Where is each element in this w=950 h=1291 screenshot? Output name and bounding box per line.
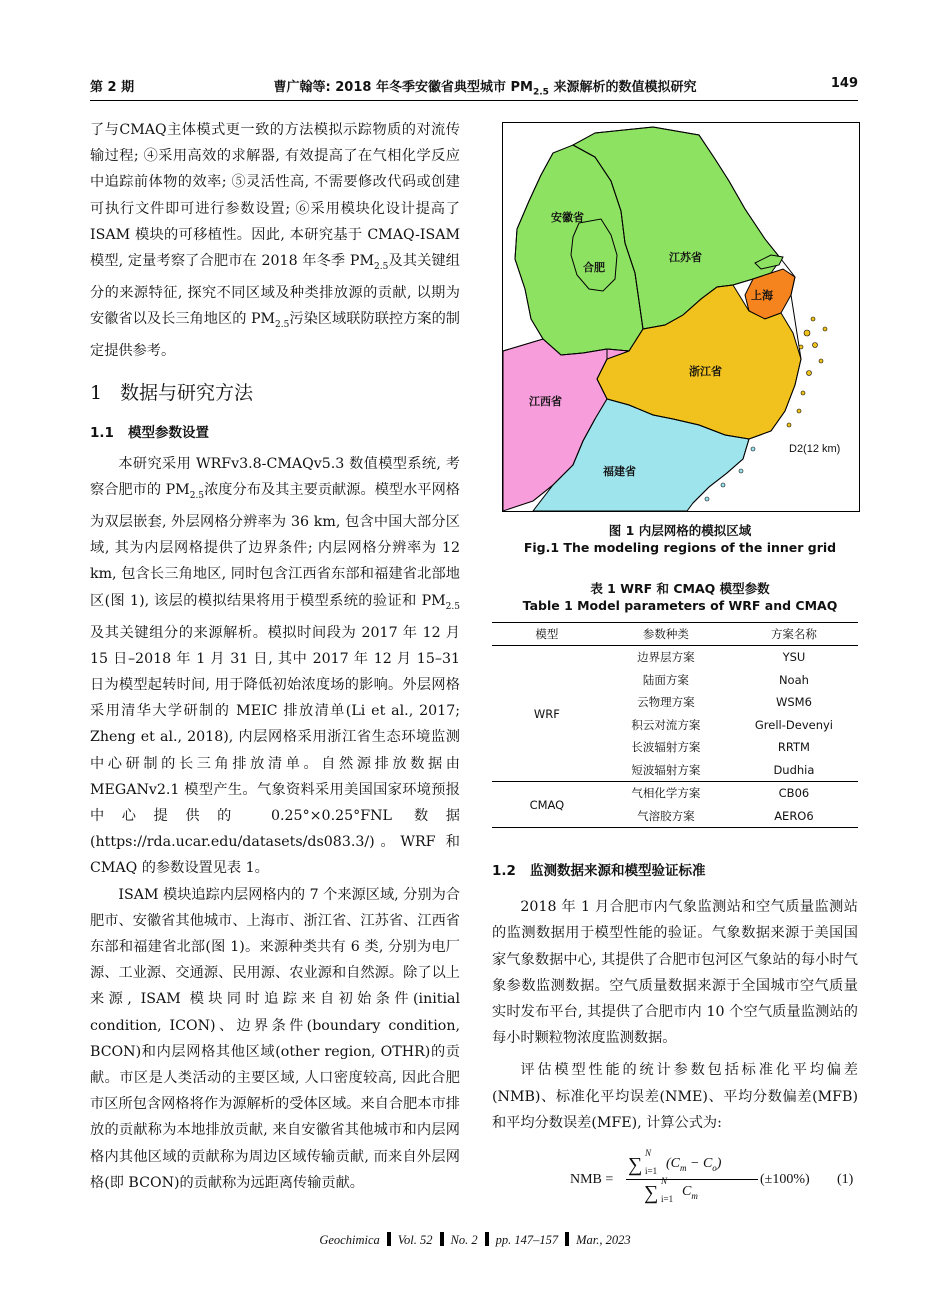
table-cell: CB06	[778, 786, 810, 801]
table-cell: YSU	[782, 650, 806, 665]
section-1-title: 数据与研究方法	[120, 382, 254, 405]
running-title	[250, 76, 720, 98]
table-1-caption-en: Table 1 Model parameters of WRF and CMAQ	[522, 598, 838, 613]
table-cell: 气溶胶方案	[602, 805, 730, 828]
evaluation-paragraph: 评估模型性能的统计参数包括标准化平均偏差(NMB)、标准化平均误差(NME)、平均分数偏差(MFB)和平均分数误差(MFE), 计算公式为:	[492, 1062, 858, 1131]
num-mid: − C	[686, 1156, 713, 1171]
table-cell: 陆面方案	[642, 672, 689, 687]
footer-separator	[485, 1232, 489, 1246]
model-wrf: WRF	[492, 646, 602, 782]
num-sub-m: m	[680, 1162, 687, 1173]
denominator	[682, 1184, 698, 1201]
table-cell: Grell-Devenyi	[754, 717, 833, 732]
right-column	[492, 852, 858, 1136]
label-jiangsu: 江苏省	[669, 251, 702, 264]
header-rule	[90, 100, 858, 101]
col-header-scheme: 方案名称	[730, 623, 858, 646]
footer-separator	[565, 1232, 569, 1246]
label-anhui: 安徽省	[551, 211, 584, 224]
running-title-sub: 2.5	[532, 87, 549, 98]
intro-paragraph	[90, 117, 460, 364]
p1-sub-1: 2.5	[189, 490, 205, 501]
p1-text-b: 浓度分布及其主要贡献源。模型水平网格为双层嵌套, 外层网格分辨率为 36 km, 包含中国大部分区域, 其为内层网格提供了边界条件; 内层网格分辨率为 12 km, 包含长三角地区, 同时包含江西省东部和福建省北部地区(图 1), 该层的模拟结果将用于模型系统的验证和 PM	[90, 481, 460, 609]
running-header	[90, 76, 858, 98]
model-cmaq: CMAQ	[492, 782, 602, 828]
col-header-model: 模型	[492, 623, 602, 646]
isam-paragraph: ISAM 模块追踪内层网格内的 7 个来源区域, 分别为合肥市、安徽省其他城市、上海市、浙江省、江苏省、江西省东部和福建省北部(图 1)。来源种类共有 6 类, 分别为电厂源、工业源、交通源、民用源、农业源和自然源。除了以上来源, ISAM 模块同时追踪来自初始条件(initial condition, ICON)、边界条件(boundary condition, BCON)和内层网格其他区域(other region, OTHR)的贡献。市区是人类活动的主要区域, 人口密度较高, 因此合肥市区所包含网格将作为源解析的受体区域。来自合肥本市排放的贡献称为本地排放贡献, 来自安徽省其他城市和内层网格内其他区域的贡献称为周边区域传输贡献, 而来自外层网格(即 BCON)的贡献称为远距离传输贡献。	[90, 886, 460, 1191]
den-sub: m	[691, 1190, 698, 1201]
equation-number: (1)	[837, 1172, 854, 1187]
label-shanghai: 上海	[751, 289, 773, 302]
model-setup-paragraph	[90, 451, 460, 882]
figure-1-caption-cn: 图 1 内层网格的模拟区域	[608, 523, 752, 538]
running-title-post: 来源解析的数值模拟研究	[548, 80, 697, 95]
table-row	[492, 782, 858, 805]
num-end: )	[716, 1156, 722, 1171]
journal-date: Mar., 2023	[576, 1233, 631, 1247]
left-column	[90, 117, 460, 1196]
p1-text-c: 及其关键组分的来源解析。模拟时间段为 2017 年 12 月 15 日–2018 年 1 月 31 日, 其中 2017 年 12 月 15–31 日为模型起转时间, 用于降低初始浓度场的影响。外层网格采用清华大学研制的 MEIC 排放清单(Li et al., 2017; Zheng et al., 2018), 内层网格采用浙江省生态环境监测中心研制的长三角排放清单。自然源排放数据由 MEGANv2.1 模型产生。气象资料采用美国国家环境预报中心提供的 0.25°×0.25°FNL 数据(https://rda.ucar.edu/datasets/ds083.3/)。WRF 和 CMAQ 的参数设置见表 1。	[90, 624, 460, 877]
domain-label: D2(12 km)	[789, 443, 841, 455]
fraction-bar	[626, 1179, 758, 1180]
section-1-1-number: 1.1	[90, 425, 114, 442]
num-sub-o: o	[712, 1162, 717, 1173]
sum-limit-top-den: N	[661, 1176, 668, 1186]
section-1-2-number: 1.2	[492, 863, 516, 879]
table-cell: Dudhia	[730, 759, 858, 782]
p1-sub-2: 2.5	[445, 601, 460, 612]
num-body: (C	[666, 1156, 680, 1171]
table-cell: WSM6	[775, 695, 812, 710]
figure-1-caption-en: Fig.1 The modeling regions of the inner grid	[523, 540, 837, 555]
journal-volume: Vol. 52	[397, 1233, 433, 1247]
intro-text-c: 污染区域联防联控方案的制定提供参考。	[90, 311, 460, 360]
sum-limit-bottom-num: i=1	[645, 1166, 658, 1176]
numerator	[666, 1156, 721, 1173]
table-header-row	[492, 623, 858, 646]
journal-pages: pp. 147–157	[495, 1233, 559, 1247]
model-parameters-table	[492, 622, 858, 828]
section-1-number: 1	[90, 382, 103, 405]
table-cell: 短波辐射方案	[602, 759, 730, 782]
table-row	[492, 646, 858, 669]
intro-text-b: 及其关键组分的来源特征, 探究不同区域及种类排放源的贡献, 以期为安徽省以及长三角地区的 PM	[90, 253, 460, 328]
footer-separator	[440, 1232, 444, 1246]
table-cell: 长波辐射方案	[631, 740, 701, 755]
issue-number: 第 2 期	[90, 80, 135, 95]
modeling-region-map	[502, 122, 860, 512]
table-cell: AERO6	[730, 805, 858, 828]
table-cell: RRTM	[777, 740, 810, 755]
intro-sub-1: 2.5	[373, 261, 389, 272]
section-1-1-title: 模型参数设置	[128, 425, 209, 442]
section-1-2-heading	[492, 858, 858, 884]
label-zhejiang: 浙江省	[689, 365, 722, 378]
formula-lhs: NMB =	[570, 1172, 614, 1187]
journal-number: No. 2	[450, 1233, 478, 1247]
label-fujian: 福建省	[603, 465, 636, 478]
sum-symbol-den: ∑	[644, 1182, 659, 1204]
sum-limit-top-num: N	[645, 1148, 652, 1158]
table-cell: Noah	[778, 672, 809, 687]
table-1-caption-cn: 表 1 WRF 和 CMAQ 模型参数	[590, 581, 770, 596]
footer-separator	[387, 1232, 391, 1246]
page-number: 149	[830, 76, 858, 91]
intro-sub-2: 2.5	[275, 320, 290, 331]
sum-limit-bottom-den: i=1	[661, 1194, 674, 1204]
table-cell: 气相化学方案	[631, 786, 701, 801]
formula-suffix: (±100%)	[760, 1172, 810, 1187]
table-cell: 云物理方案	[637, 695, 695, 710]
intro-text-a: 了与CMAQ主体模式更一致的方法模拟示踪物质的对流传输过程; ④采用高效的求解器, 有效提高了在气相化学反应中追踪前体物的效率; ⑤灵活性高, 不需要修改代码或创建可执行文件即可进行参数设置; ⑥采用模块化设计提高了 ISAM 模块的可移植性。因此, 本研究基于 CMAQ-ISAM 模型, 定量考察了合肥市在 2018 年冬季 PM	[90, 122, 460, 270]
den-body: C	[682, 1184, 692, 1199]
col-header-category: 参数种类	[602, 623, 730, 646]
sum-symbol-num: ∑	[628, 1154, 643, 1176]
section-1-1-heading	[90, 420, 460, 446]
nmb-formula	[492, 1148, 858, 1212]
page-footer	[0, 1232, 950, 1248]
running-title-pre: 曹广翰等: 2018 年冬季安徽省典型城市 PM	[273, 80, 533, 95]
label-hefei: 合肥	[583, 261, 605, 274]
table-cell: 积云对流方案	[631, 717, 701, 732]
table-cell: 边界层方案	[637, 650, 695, 665]
label-jiangxi: 江西省	[529, 395, 562, 408]
p1-text-a: 本研究采用 WRFv3.8-CMAQv5.3 数值模型系统, 考察合肥市的 PM	[90, 455, 460, 498]
monitoring-paragraph: 2018 年 1 月合肥市内气象监测站和空气质量监测站的监测数据用于模型性能的验证。气象数据来源于美国国家气象数据中心, 其提供了合肥市包河区气象站的每小时气象参数监测数据。空气质量数据来源于全国城市空气质量实时发布平台, 其提供了合肥市内 10 个空气质量监测站的每小时颗粒物浓度监测数据。	[492, 899, 858, 1047]
section-1-heading	[90, 378, 460, 408]
journal-name: Geochimica	[319, 1233, 380, 1247]
section-1-2-title: 监测数据来源和模型验证标准	[530, 863, 706, 879]
